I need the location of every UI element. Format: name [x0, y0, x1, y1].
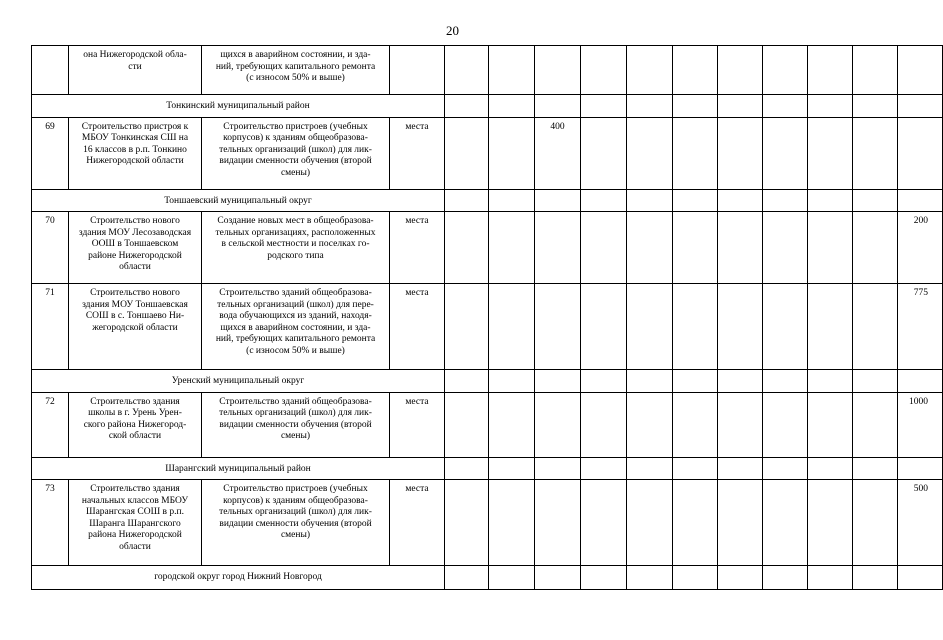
- value-cell: [489, 189, 535, 212]
- value-cell: [673, 284, 718, 370]
- section-row: [32, 457, 943, 480]
- value-cell: [763, 95, 808, 118]
- program-table: [31, 45, 943, 590]
- value-cell: 400: [535, 117, 581, 189]
- value-cell: [445, 117, 489, 189]
- value-cell: [581, 392, 627, 457]
- value-cell: [808, 370, 853, 393]
- value-cell: [673, 392, 718, 457]
- value-cell: [763, 392, 808, 457]
- value-cell: [763, 117, 808, 189]
- value-cell: [718, 284, 763, 370]
- value-cell: [535, 370, 581, 393]
- value-cell: [581, 95, 627, 118]
- object-name: Строительство нового здания МОУ Тоншаевская СОШ в с. Тоншаево Ни- жегородской области: [69, 284, 202, 370]
- value-cell: [718, 46, 763, 95]
- value-cell: [445, 392, 489, 457]
- value-cell: [445, 566, 489, 590]
- value-cell: [718, 117, 763, 189]
- table-row: [32, 212, 943, 284]
- value-cell: [718, 370, 763, 393]
- value-cell: [673, 189, 718, 212]
- value-cell: [718, 457, 763, 480]
- unit-cell: места: [390, 117, 445, 189]
- direction-text: Строительство пристроев (учебных корпусов) к зданиям общеобразова- тельных организаций (школ) для лик- видации сменности обучения (второй смены): [202, 117, 390, 189]
- value-cell: [535, 95, 581, 118]
- table-row: [32, 117, 943, 189]
- value-cell: [853, 566, 898, 590]
- row-number: 70: [32, 212, 69, 284]
- value-cell: [627, 284, 673, 370]
- unit-cell: места: [390, 392, 445, 457]
- table-body: [32, 46, 943, 590]
- table-row: [32, 392, 943, 457]
- value-cell: [673, 370, 718, 393]
- object-name: Строительство здания начальных классов МБОУ Шарангская СОШ в р.п. Шаранга Шарангского района Нижегородской области: [69, 480, 202, 566]
- value-cell: [489, 457, 535, 480]
- page-number: 20: [446, 23, 459, 38]
- direction-text: Строительство зданий общеобразова- тельных организаций (школ) для лик- видации сменности обучения (второй смены): [202, 392, 390, 457]
- row-number: 73: [32, 480, 69, 566]
- value-cell: [489, 212, 535, 284]
- value-cell: [627, 370, 673, 393]
- value-cell: [898, 370, 943, 393]
- value-cell: [853, 212, 898, 284]
- table-row: [32, 480, 943, 566]
- unit-cell: места: [390, 480, 445, 566]
- value-cell: [853, 392, 898, 457]
- value-cell: [808, 46, 853, 95]
- value-cell: [808, 566, 853, 590]
- value-cell: [673, 46, 718, 95]
- value-cell: [808, 284, 853, 370]
- value-cell: [853, 117, 898, 189]
- value-cell: [763, 457, 808, 480]
- value-cell: [898, 95, 943, 118]
- value-cell: [627, 566, 673, 590]
- value-cell: 775: [898, 284, 943, 370]
- value-cell: [445, 480, 489, 566]
- value-cell: [581, 566, 627, 590]
- value-cell: [627, 212, 673, 284]
- value-cell: [808, 189, 853, 212]
- row-number: 69: [32, 117, 69, 189]
- value-cell: [445, 457, 489, 480]
- table-row: [32, 46, 943, 95]
- value-cell: [535, 212, 581, 284]
- value-cell: [673, 95, 718, 118]
- value-cell: [535, 392, 581, 457]
- value-cell: [853, 46, 898, 95]
- value-cell: [853, 457, 898, 480]
- value-cell: [489, 117, 535, 189]
- direction-text: щихся в аварийном состоянии, и зда- ний, требующих капитального ремонта (с износом 50% и выше): [202, 46, 390, 95]
- value-cell: 200: [898, 212, 943, 284]
- value-cell: [808, 212, 853, 284]
- value-cell: [673, 457, 718, 480]
- value-cell: [763, 566, 808, 590]
- table-row: [32, 284, 943, 370]
- unit-cell: [390, 46, 445, 95]
- value-cell: [489, 46, 535, 95]
- value-cell: [535, 566, 581, 590]
- value-cell: [673, 117, 718, 189]
- value-cell: [808, 117, 853, 189]
- value-cell: [581, 212, 627, 284]
- direction-text: Строительство зданий общеобразова- тельных организаций (школ) для пере- вода обучающихся из зданий, находя- щихся в аварийном состоянии, и зда- ний, требующих капитального ремонта (с износом 50% и выше): [202, 284, 390, 370]
- value-cell: [718, 212, 763, 284]
- section-title: Тонкинский муниципальный район: [32, 95, 445, 118]
- value-cell: [581, 117, 627, 189]
- value-cell: [853, 189, 898, 212]
- unit-cell: места: [390, 212, 445, 284]
- value-cell: [445, 212, 489, 284]
- value-cell: [898, 189, 943, 212]
- unit-cell: места: [390, 284, 445, 370]
- value-cell: [718, 95, 763, 118]
- value-cell: [808, 457, 853, 480]
- value-cell: [627, 480, 673, 566]
- section-title: Тоншаевский муниципальный округ: [32, 189, 445, 212]
- section-row: [32, 370, 943, 393]
- value-cell: [763, 212, 808, 284]
- direction-text: Строительство пристроев (учебных корпусов) к зданиям общеобразова- тельных организаций (школ) для лик- видации сменности обучения (второй смены): [202, 480, 390, 566]
- value-cell: [718, 480, 763, 566]
- value-cell: [853, 284, 898, 370]
- value-cell: [581, 457, 627, 480]
- value-cell: [763, 284, 808, 370]
- value-cell: [898, 117, 943, 189]
- value-cell: [535, 284, 581, 370]
- object-name: она Нижегородской обла- сти: [69, 46, 202, 95]
- value-cell: [627, 117, 673, 189]
- object-name: Строительство здания школы в г. Урень Урен- ского района Нижегород- ской области: [69, 392, 202, 457]
- value-cell: [627, 392, 673, 457]
- value-cell: 500: [898, 480, 943, 566]
- value-cell: [718, 189, 763, 212]
- value-cell: [763, 189, 808, 212]
- value-cell: [489, 95, 535, 118]
- value-cell: [489, 392, 535, 457]
- value-cell: [581, 46, 627, 95]
- value-cell: [627, 457, 673, 480]
- row-number: [32, 46, 69, 95]
- value-cell: [627, 95, 673, 118]
- value-cell: [581, 370, 627, 393]
- value-cell: 1000: [898, 392, 943, 457]
- value-cell: [627, 189, 673, 212]
- value-cell: [581, 284, 627, 370]
- value-cell: [581, 189, 627, 212]
- value-cell: [808, 392, 853, 457]
- value-cell: [898, 566, 943, 590]
- row-number: 72: [32, 392, 69, 457]
- value-cell: [763, 46, 808, 95]
- value-cell: [673, 212, 718, 284]
- value-cell: [489, 480, 535, 566]
- row-number: 71: [32, 284, 69, 370]
- object-name: Строительство нового здания МОУ Лесозаводская ООШ в Тоншаевском районе Нижегородской области: [69, 212, 202, 284]
- object-name: Строительство пристроя к МБОУ Тонкинская СШ на 16 классов в р.п. Тонкино Нижегородской области: [69, 117, 202, 189]
- value-cell: [853, 480, 898, 566]
- section-title: Уренский муниципальный округ: [32, 370, 445, 393]
- section-title: городской округ город Нижний Новгород: [32, 566, 445, 590]
- value-cell: [445, 284, 489, 370]
- value-cell: [673, 566, 718, 590]
- value-cell: [445, 370, 489, 393]
- value-cell: [445, 46, 489, 95]
- value-cell: [627, 46, 673, 95]
- value-cell: [763, 480, 808, 566]
- value-cell: [535, 457, 581, 480]
- section-row: [32, 189, 943, 212]
- value-cell: [445, 95, 489, 118]
- value-cell: [489, 566, 535, 590]
- value-cell: [581, 480, 627, 566]
- value-cell: [445, 189, 489, 212]
- value-cell: [535, 480, 581, 566]
- value-cell: [489, 370, 535, 393]
- value-cell: [535, 189, 581, 212]
- value-cell: [673, 480, 718, 566]
- section-title: Шарангский муниципальный район: [32, 457, 445, 480]
- value-cell: [898, 46, 943, 95]
- direction-text: Создание новых мест в общеобразова- тельных организациях, расположенных в сельской местности и поселках го- родского типа: [202, 212, 390, 284]
- value-cell: [763, 370, 808, 393]
- value-cell: [898, 457, 943, 480]
- value-cell: [853, 370, 898, 393]
- value-cell: [808, 95, 853, 118]
- value-cell: [535, 46, 581, 95]
- section-row: [32, 95, 943, 118]
- value-cell: [718, 392, 763, 457]
- value-cell: [489, 284, 535, 370]
- value-cell: [853, 95, 898, 118]
- section-row: [32, 566, 943, 590]
- value-cell: [718, 566, 763, 590]
- value-cell: [808, 480, 853, 566]
